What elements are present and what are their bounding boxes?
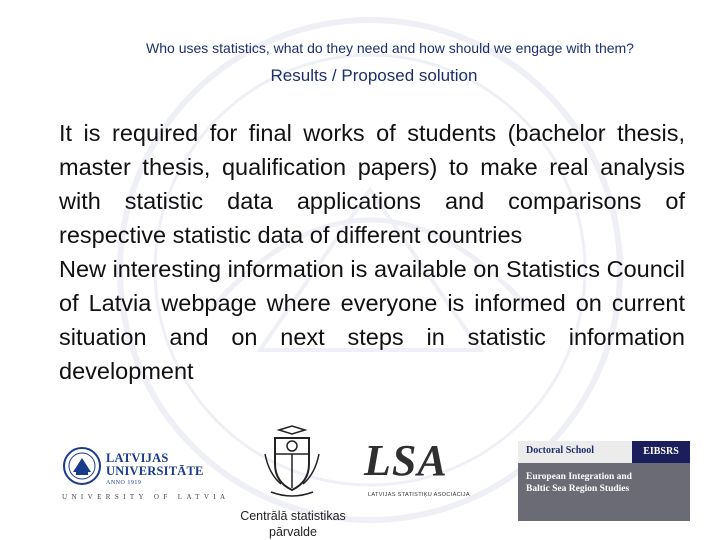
lsa-subtitle: LATVIJAS STATISTIĶU ASOCIĀCIJA (368, 492, 470, 498)
paragraph-statistics-council: New interesting information is available on Statistics Council of Latvia webpage where everyone is informed on current situation and on next steps in statistic information development (59, 256, 685, 384)
csp-name-line2: pārvalde (269, 525, 317, 539)
university-tagline: UNIVERSITY OF LATVIA (62, 493, 230, 501)
central-statistics-bureau-logo (228, 424, 358, 540)
university-name-line2: UNIVERSITĀTE (106, 464, 204, 478)
doctoral-school-header (518, 441, 690, 463)
doctoral-school-logo (518, 441, 690, 521)
lsa-mark: LSA (364, 436, 448, 485)
csp-name-line1: Centrālā statistikas (240, 509, 346, 523)
body-text (59, 116, 685, 388)
slide-question: Who uses statistics, what do they need and how should we engage with them? (146, 40, 634, 56)
doctoral-description-line2: Baltic Sea Region Studies (526, 484, 630, 494)
paragraph-final-works: It is required for final works of students (bachelor thesis, master thesis, qualification papers) to make real analysis with statistic data applications and comparisons of respective statistic data of different countries (59, 120, 685, 248)
coat-of-arms-icon (261, 424, 323, 500)
doctoral-school-label: Doctoral School (526, 445, 595, 456)
slide-subtitle: Results / Proposed solution (270, 66, 478, 85)
doctoral-code: EIBSRS (643, 446, 679, 457)
csp-name (228, 508, 358, 540)
doctoral-description-line1: European Integration and (526, 472, 632, 482)
lsa-logo (362, 436, 488, 500)
doctoral-description (526, 471, 686, 495)
university-seal-icon (62, 446, 102, 486)
doctoral-code-badge (632, 441, 690, 463)
university-name-line1: LATVIJAS (106, 451, 169, 465)
university-name (106, 452, 204, 478)
university-anno: ANNO 1919 (106, 480, 142, 486)
university-of-latvia-logo (62, 444, 230, 504)
